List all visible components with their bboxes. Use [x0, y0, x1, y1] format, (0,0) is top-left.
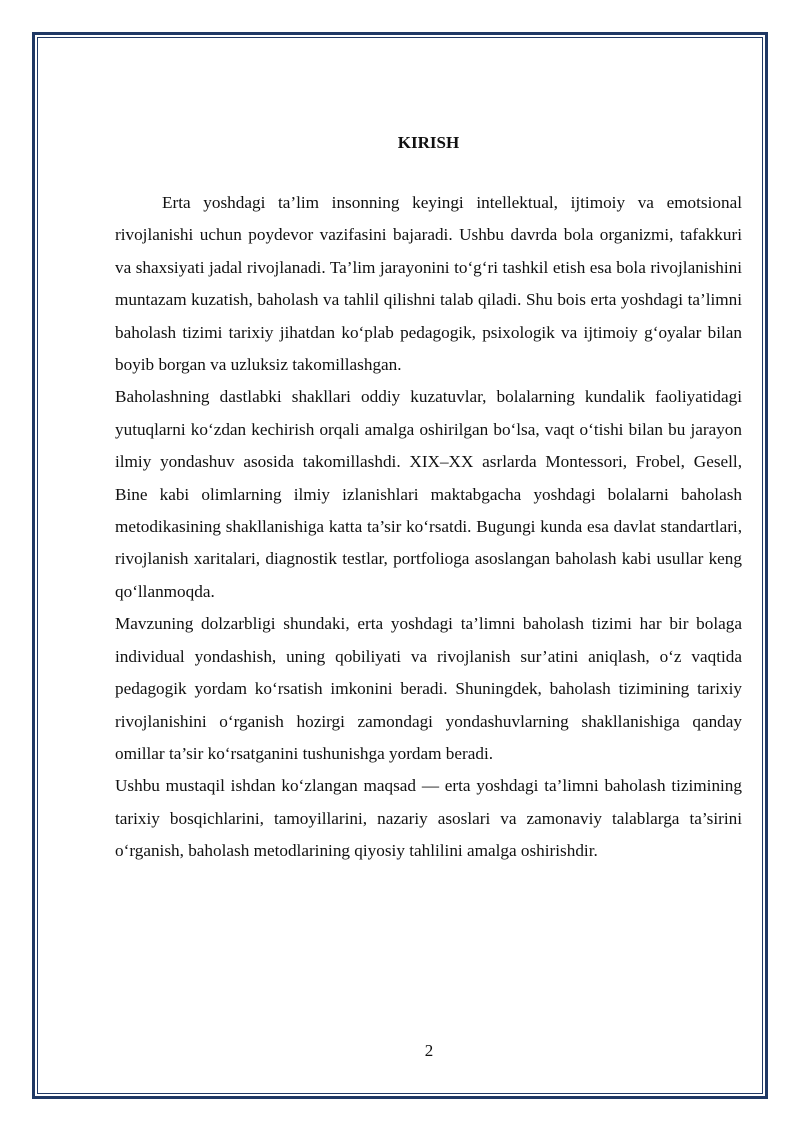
paragraph-topic-relevance: Mavzuning dolzarbligi shundaki, erta yoshdagi ta’limni baholash tizimi har bir bolaga individual yondashish, uning qobiliyati va rivojlanish sur’atini aniqlash, o‘z vaqtida pedagogik yordam ko‘rsatish imkonini beradi. Shuningdek, baholash tizimining tarixiy rivojlanishini o‘rganish hozirgi zamondagi yondashuvlarning shakllanishiga qanday omillar ta’sir ko‘rsatganini tushunishga yordam beradi.	[115, 614, 742, 763]
paragraph-work-goal: Ushbu mustaqil ishdan ko‘zlangan maqsad — erta yoshdagi ta’limni baholash tizimining tarixiy bosqichlarini, tamoyillarini, nazariy asoslari va zamonaviy talablarga ta’sirini o‘rganish, baholash metodlarining qiyosiy tahlilini amalga oshirishdir.	[115, 776, 742, 861]
section-title: KIRISH	[397, 133, 460, 152]
paragraph-assessment-history: Baholashning dastlabki shakllari oddiy kuzatuvlar, bolalarning kundalik faoliyatidagi yutuqlarni ko‘zdan kechirish orqali amalga oshirilgan bo‘lsa, vaqt o‘tishi bilan bu jarayon ilmiy yondashuv asosida takomillashdi. XIX–XX asrlarda Montessori, Frobel, Gesell, Bine kabi olimlarning ilmiy izlanishlari maktabgacha yoshdagi bolalarni baholash metodikasining shakllanishiga katta ta’sir ko‘rsatdi. Bugungi kunda esa davlat standartlari, rivojlanish xaritalari, diagnostik testlar, portfolioga asoslangan baholash kabi usullar keng qo‘llanmoqda.	[115, 387, 742, 601]
page-number: 2	[424, 1041, 434, 1060]
document-body	[115, 187, 742, 868]
paragraph-introduction: Erta yoshdagi ta’lim insonning keyingi intellektual, ijtimoiy va emotsional rivojlanishi uchun poydevor vazifasini bajaradi. Ushbu davrda bola organizmi, tafakkuri va shaxsiyati jadal rivojlanadi. Ta’lim jarayonini to‘g‘ri tashkil etish esa bola rivojlanishini muntazam kuzatish, baholash va tahlil qilishni talab qiladi. Shu bois erta yoshdagi ta’limni baholash tizimi tarixiy jihatdan ko‘plab pedagogik, psixologik va ijtimoiy g‘oyalar bilan boyib borgan va uzluksiz takomillashgan.	[115, 193, 742, 375]
